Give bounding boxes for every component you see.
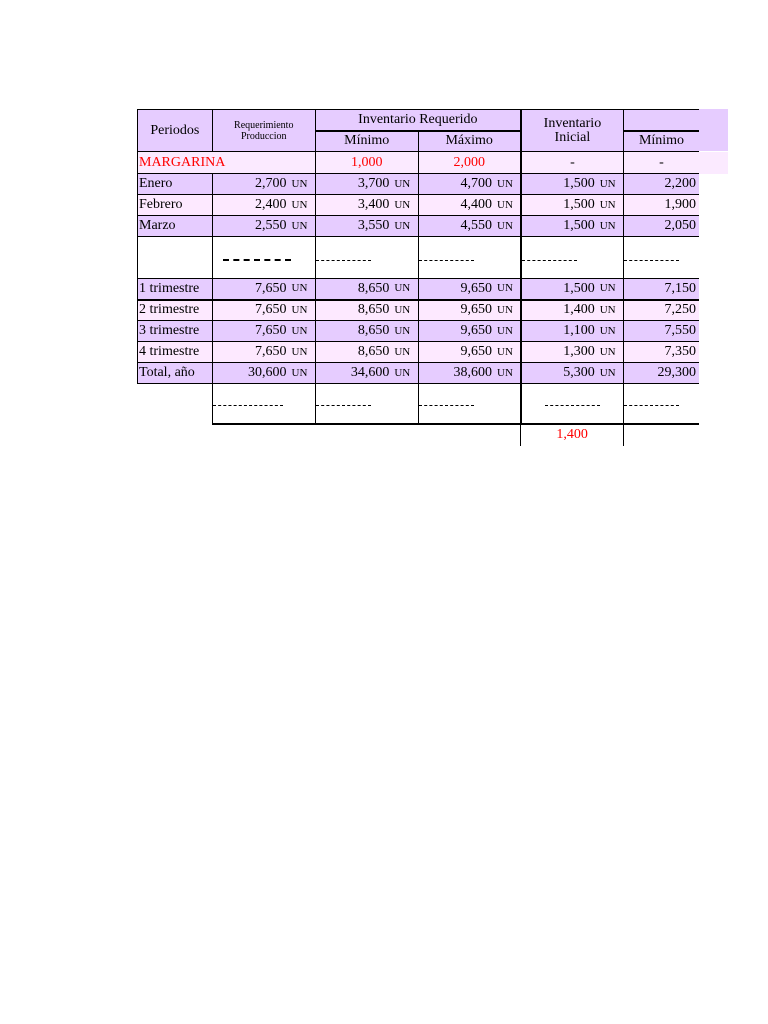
header-inventario-requerido: Inventario Requerido xyxy=(315,110,520,131)
cell-max: 9,650 xyxy=(418,342,495,363)
row-label: Enero xyxy=(138,174,213,195)
cell-max: 9,650 xyxy=(418,279,495,300)
cell-ini: 5,300 xyxy=(521,363,598,384)
product-min: 1,000 xyxy=(315,152,418,174)
cell-unit: UN xyxy=(290,174,316,195)
cell-max: 4,400 xyxy=(418,195,495,216)
cell-unit: UN xyxy=(290,195,316,216)
cell-unit: UN xyxy=(392,321,418,342)
cell-unit: UN xyxy=(392,363,418,384)
separator-dash xyxy=(316,405,371,406)
separator-dash xyxy=(624,260,679,261)
cell-req: 7,650 xyxy=(212,300,289,321)
cell-unit: UN xyxy=(495,321,521,342)
cell-unit: UN xyxy=(392,342,418,363)
inventory-table xyxy=(137,109,699,446)
separator-dash xyxy=(522,260,577,261)
cell-max: 4,700 xyxy=(418,174,495,195)
cell-max: 38,600 xyxy=(418,363,495,384)
cell-max: 9,650 xyxy=(418,300,495,321)
product-inicial: - xyxy=(521,152,624,174)
footer-value: 1,400 xyxy=(521,424,624,446)
table-row xyxy=(138,321,700,342)
row-label: 3 trimestre xyxy=(138,321,213,342)
separator-dash xyxy=(223,259,291,261)
cell-unit: UN xyxy=(598,174,624,195)
cell-unit: UN xyxy=(495,279,521,300)
separator-dash xyxy=(316,260,371,261)
cell-unit: UN xyxy=(598,300,624,321)
cell-unit: UN xyxy=(495,195,521,216)
cell-req: 2,550 xyxy=(212,216,289,237)
table-row-total xyxy=(138,363,700,384)
cell-min: 8,650 xyxy=(315,300,392,321)
product-row-overflow-fill xyxy=(699,152,728,174)
cell-unit: UN xyxy=(392,216,418,237)
cell-min: 3,550 xyxy=(315,216,392,237)
cell-ini: 1,500 xyxy=(521,174,598,195)
separator-dash xyxy=(545,405,600,406)
row-label: Total, año xyxy=(138,363,213,384)
cell-min: 8,650 xyxy=(315,321,392,342)
cell-req: 7,650 xyxy=(212,321,289,342)
cell-unit: UN xyxy=(290,342,316,363)
cell-unit: UN xyxy=(392,300,418,321)
cell-unit: UN xyxy=(290,279,316,300)
cell-ini: 1,500 xyxy=(521,195,598,216)
header-requerimiento-line2: Produccion xyxy=(240,130,287,142)
table-row xyxy=(138,174,700,195)
cell-unit: UN xyxy=(495,300,521,321)
separator-dash xyxy=(624,405,679,406)
header-requerimiento xyxy=(212,110,315,152)
header-inventario-inicial-line2: Inicial xyxy=(554,129,591,145)
header-minimo-2: Mínimo xyxy=(624,131,699,152)
cell-req: 7,650 xyxy=(212,342,289,363)
cell-unit: UN xyxy=(495,363,521,384)
cell-ini: 1,500 xyxy=(521,279,598,300)
separator-dash xyxy=(419,260,474,261)
cell-unit: UN xyxy=(495,342,521,363)
cell-min2: 29,300 xyxy=(624,363,699,384)
header-inventario-inicial xyxy=(521,110,624,152)
header-next-group xyxy=(624,110,699,131)
cell-unit: UN xyxy=(392,279,418,300)
table-row xyxy=(138,342,700,363)
cell-min2: 2,050 xyxy=(624,216,699,237)
product-name: MARGARINA xyxy=(138,152,316,174)
cell-ini: 1,500 xyxy=(521,216,598,237)
cell-max: 9,650 xyxy=(418,321,495,342)
cell-unit: UN xyxy=(392,174,418,195)
row-label: 2 trimestre xyxy=(138,300,213,321)
spreadsheet-clip xyxy=(137,109,699,449)
spreadsheet xyxy=(137,109,728,449)
cell-req: 2,700 xyxy=(212,174,289,195)
cell-unit: UN xyxy=(598,342,624,363)
row-label: Febrero xyxy=(138,195,213,216)
cell-max: 4,550 xyxy=(418,216,495,237)
cell-unit: UN xyxy=(598,279,624,300)
cell-unit: UN xyxy=(290,300,316,321)
separator-row xyxy=(138,237,700,279)
cell-unit: UN xyxy=(290,321,316,342)
table-row xyxy=(138,195,700,216)
table-row xyxy=(138,216,700,237)
cell-req: 30,600 xyxy=(212,363,289,384)
cell-ini: 1,300 xyxy=(521,342,598,363)
cell-min2: 2,200 xyxy=(624,174,699,195)
header-periodos: Periodos xyxy=(138,110,213,152)
cell-unit: UN xyxy=(495,216,521,237)
cell-min2: 7,250 xyxy=(624,300,699,321)
row-label: Marzo xyxy=(138,216,213,237)
cell-unit: UN xyxy=(598,321,624,342)
table-row xyxy=(138,279,700,300)
cell-min: 8,650 xyxy=(315,279,392,300)
cell-min: 8,650 xyxy=(315,342,392,363)
header-minimo: Mínimo xyxy=(315,131,418,152)
cell-min2: 7,550 xyxy=(624,321,699,342)
separator-dash xyxy=(419,405,474,406)
header-requerimiento-line1: Requerimiento xyxy=(234,119,294,131)
cell-min2: 7,150 xyxy=(624,279,699,300)
cell-ini: 1,100 xyxy=(521,321,598,342)
separator-row-bottom xyxy=(138,384,700,424)
cell-unit: UN xyxy=(598,216,624,237)
table-row xyxy=(138,300,700,321)
row-label: 1 trimestre xyxy=(138,279,213,300)
cell-req: 2,400 xyxy=(212,195,289,216)
cell-ini: 1,400 xyxy=(521,300,598,321)
cell-unit: UN xyxy=(290,363,316,384)
cell-min2: 1,900 xyxy=(624,195,699,216)
cell-min: 34,600 xyxy=(315,363,392,384)
cell-min: 3,400 xyxy=(315,195,392,216)
cell-unit: UN xyxy=(598,363,624,384)
cell-unit: UN xyxy=(392,195,418,216)
footer-row xyxy=(138,424,700,446)
cell-req: 7,650 xyxy=(212,279,289,300)
cell-min2: 7,350 xyxy=(624,342,699,363)
row-label: 4 trimestre xyxy=(138,342,213,363)
header-overflow-fill xyxy=(699,109,728,151)
cell-unit: UN xyxy=(495,174,521,195)
header-maximo: Máximo xyxy=(418,131,521,152)
cell-min: 3,700 xyxy=(315,174,392,195)
header-inventario-inicial-line1: Inventario xyxy=(543,115,602,131)
separator-dash xyxy=(213,405,283,406)
cell-unit: UN xyxy=(290,216,316,237)
product-minimo-2: - xyxy=(624,152,699,174)
product-max: 2,000 xyxy=(418,152,521,174)
cell-unit: UN xyxy=(598,195,624,216)
